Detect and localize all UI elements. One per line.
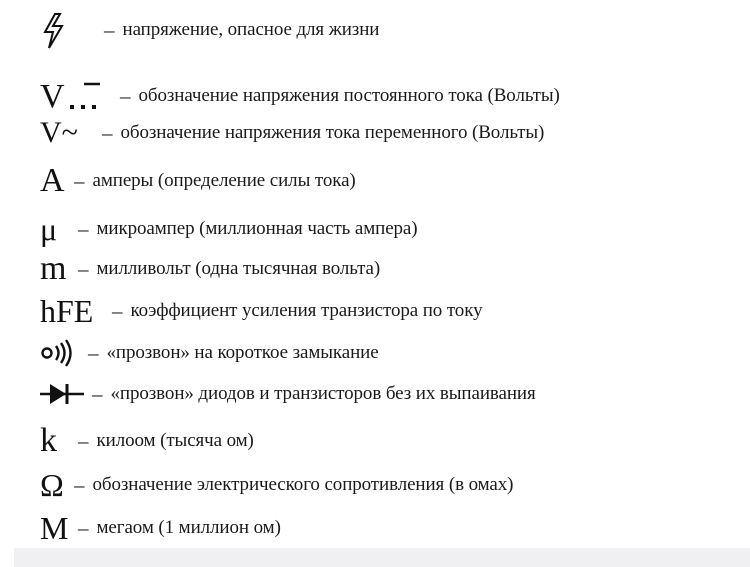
legend-row-ac-voltage (40, 115, 544, 151)
bottom-left-edge (0, 548, 14, 567)
separator-dash: – (112, 298, 123, 323)
legend-description: «прозвон» диодов и транзисторов без их выпаивания (110, 383, 536, 404)
hfe-symbol: hFE (40, 293, 94, 329)
legend-description: амперы (определение силы тока) (92, 170, 356, 191)
legend-description: обозначение электрического сопротивления (в омах) (92, 474, 514, 495)
separator-dash: – (78, 256, 89, 281)
legend-row-dc-voltage (40, 78, 560, 114)
separator-dash: – (74, 472, 85, 497)
kilo-symbol: k (40, 422, 57, 459)
separator-dash: – (88, 340, 99, 365)
separator-dash: – (78, 428, 89, 453)
legend-row-mega (40, 510, 281, 546)
legend-row-ohm (40, 467, 513, 503)
legend-description: коэффициент усиления транзистора по току (130, 300, 483, 321)
separator-dash: – (104, 17, 115, 42)
separator-dash: – (74, 168, 85, 193)
legend-row-diode (40, 376, 536, 412)
legend-row-kilo (40, 423, 254, 459)
ampere-symbol: A (40, 162, 65, 199)
separator-dash: – (92, 381, 103, 406)
legend-description: обозначение напряжения тока переменного (Вольты) (120, 122, 545, 143)
separator-dash: – (102, 120, 113, 145)
dc-voltage-symbol (40, 78, 120, 114)
legend-row-hfe (40, 293, 482, 329)
legend-row-micro (40, 211, 418, 247)
legend-description: напряжение, опасное для жизни (122, 19, 380, 40)
milli-symbol: m (40, 250, 67, 287)
legend-row-ampere (40, 163, 356, 199)
legend-description: милливольт (одна тысячная вольта) (96, 258, 381, 279)
legend-row-danger-voltage (38, 12, 379, 48)
mega-symbol: M (40, 510, 69, 546)
legend-description: мегаом (1 миллион ом) (96, 517, 281, 538)
legend-description: «прозвон» на короткое замыкание (106, 342, 379, 363)
omega-symbol: Ω (40, 467, 64, 503)
micro-symbol: μ (40, 211, 58, 247)
bottom-gray-strip (0, 548, 750, 567)
diode-icon (40, 379, 88, 409)
separator-dash: – (78, 515, 89, 540)
continuity-sound-icon (40, 338, 84, 368)
dc-bars-icon (66, 78, 112, 114)
separator-dash: – (120, 83, 131, 108)
lightning-bolt-icon (38, 12, 68, 48)
legend-row-continuity (40, 335, 379, 371)
legend-row-milli (40, 251, 380, 287)
separator-dash: – (78, 216, 89, 241)
ac-voltage-symbol: V~ (40, 116, 78, 149)
legend-description: обозначение напряжения постоянного тока (Вольты) (138, 85, 560, 106)
legend-description: микроампер (миллионная часть ампера) (96, 218, 418, 239)
legend-description: килоом (тысяча ом) (96, 430, 254, 451)
dc-voltage-letter: V (40, 78, 65, 115)
